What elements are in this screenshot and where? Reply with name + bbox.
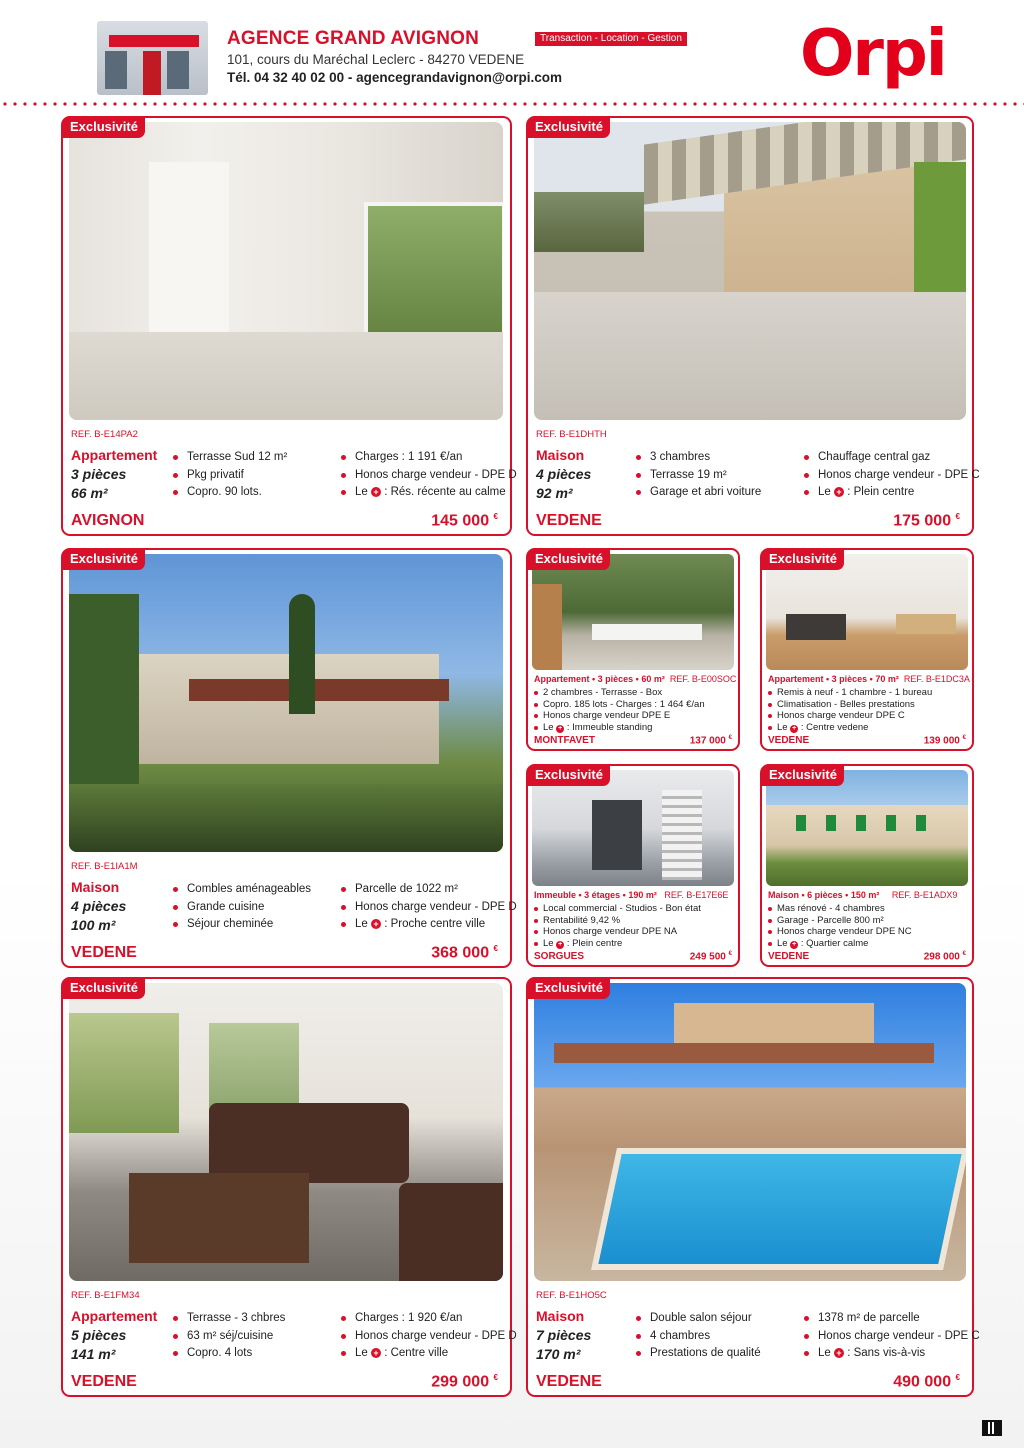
features-list	[804, 449, 980, 502]
feature-item: Charges : 1 920 €/an	[341, 1310, 517, 1328]
listing-photo-interior	[69, 122, 503, 420]
listing-photo-terrace	[534, 122, 966, 420]
plus-text: : Plein centre	[847, 486, 915, 498]
feature-item: 63 m² séj/cuisine	[173, 1328, 285, 1346]
surface-area: 92 m²	[536, 485, 573, 501]
dotted-divider	[0, 101, 1024, 107]
feature-item: Terrasse Sud 12 m²	[173, 449, 287, 467]
features-list	[534, 687, 705, 733]
room-count: 4 pièces	[536, 466, 592, 482]
listing-card-small[interactable]	[526, 764, 740, 967]
listing-card[interactable]	[526, 977, 980, 1397]
features-list	[636, 1310, 761, 1363]
listing-photo-building	[532, 770, 734, 886]
listing-ref: REF. B-E1HO5C	[536, 1290, 607, 1301]
surface-area: 141 m²	[71, 1346, 116, 1362]
agency-storefront-photo	[97, 21, 208, 95]
feature-item: Double salon séjour	[636, 1310, 761, 1328]
agency-contact: Tél. 04 32 40 02 00 - agencegrandavignon@orpi.com	[227, 70, 563, 85]
plus-text: : Rés. récente au calme	[384, 486, 506, 498]
listing-ref: REF. B-E00SOC	[669, 674, 737, 684]
agency-tagline: Transaction - Location - Gestion	[535, 32, 687, 46]
surface-area: 66 m²	[71, 485, 108, 501]
feature-item: Honos charge vendeur - DPE C	[804, 1328, 980, 1346]
listing-price: 139 000 €	[923, 735, 966, 747]
exclusive-badge: Exclusivité	[528, 977, 610, 999]
feature-item: Terrasse - 3 chbres	[173, 1310, 285, 1328]
exclusive-badge: Exclusivité	[762, 548, 844, 570]
listing-city: AVIGNON	[71, 512, 145, 529]
surface-area: 100 m²	[71, 917, 116, 933]
orpi-logo: Orpi	[800, 17, 946, 91]
features-list	[636, 449, 761, 502]
listing-city: VEDENE	[768, 735, 810, 746]
listing-ref: REF. B-E1IA1M	[71, 861, 138, 872]
listing-price: 175 000 €	[893, 512, 960, 530]
plus-icon: +	[371, 919, 381, 929]
property-type: Appartement	[71, 447, 158, 463]
plus-icon: +	[371, 1348, 381, 1358]
listing-photo-terrace	[532, 554, 734, 670]
feature-item: Copro. 185 lots - Charges : 1 464 €/an	[534, 699, 705, 711]
listing-city: VEDENE	[536, 512, 602, 529]
listing-card[interactable]	[61, 116, 517, 536]
feature-item: Local commercial - Studios - Bon état	[534, 903, 701, 915]
exclusive-badge: Exclusivité	[528, 548, 610, 570]
features-list	[173, 1310, 285, 1363]
feature-item: Remis à neuf - 1 chambre - 1 bureau	[768, 687, 932, 699]
feature-item: Chauffage central gaz	[804, 449, 980, 467]
listing-card[interactable]	[526, 116, 980, 536]
listing-price: 298 000 €	[923, 951, 966, 963]
feature-item	[341, 484, 517, 502]
listing-headline: Immeuble • 3 étages • 190 m² REF. B-E17E6E	[534, 890, 729, 900]
plus-text: : Sans vis-à-vis	[847, 1347, 926, 1359]
listing-ref: REF. B-E1ADX9	[891, 890, 958, 900]
features-list	[768, 687, 932, 733]
room-count: 4 pièces	[71, 898, 127, 914]
plus-label: Le	[355, 486, 368, 498]
listing-headline: Maison • 6 pièces • 150 m² REF. B-E1ADX9	[768, 890, 958, 900]
plus-icon: +	[834, 487, 844, 497]
features-list	[341, 1310, 517, 1363]
plus-label: Le	[355, 918, 368, 930]
plus-icon: +	[792, 724, 797, 732]
listing-ref: REF. B-E14PA2	[71, 429, 138, 440]
property-type: Maison	[536, 1308, 585, 1324]
feature-item: Climatisation - Belles prestations	[768, 699, 932, 711]
listing-city: VEDENE	[536, 1373, 602, 1390]
feature-item: Honos charge vendeur - DPE C	[804, 467, 980, 485]
feature-item: Le + : Quartier calme	[768, 938, 912, 950]
feature-item: Pkg privatif	[173, 467, 287, 485]
plus-text: : Proche centre ville	[384, 918, 486, 930]
feature-item: Terrasse 19 m²	[636, 467, 761, 485]
feature-item: Copro. 90 lots.	[173, 484, 287, 502]
room-count: 3 pièces	[71, 466, 127, 482]
property-type: Maison	[536, 447, 585, 463]
features-list	[173, 449, 287, 502]
listing-city: VEDENE	[768, 951, 810, 962]
feature-item: 3 chambres	[636, 449, 761, 467]
feature-item: Le + : Plein centre	[534, 938, 701, 950]
listing-card[interactable]	[61, 977, 517, 1397]
feature-item: Rentabilité 9,42 %	[534, 915, 701, 927]
exclusive-badge: Exclusivité	[528, 764, 610, 786]
listing-price: 490 000 €	[893, 1373, 960, 1391]
listing-card-small[interactable]	[526, 548, 740, 751]
feature-item: Copro. 4 lots	[173, 1345, 285, 1363]
listing-photo-mas	[766, 770, 968, 886]
feature-item: 1378 m² de parcelle	[804, 1310, 980, 1328]
property-type: Appartement	[71, 1308, 158, 1324]
features-list	[341, 881, 517, 934]
feature-item: Mas rénové - 4 chambres	[768, 903, 912, 915]
listing-headline: Appartement • 3 pièces • 70 m² REF. B-E1DC3A	[768, 674, 970, 684]
features-list	[534, 903, 701, 949]
feature-item	[804, 484, 980, 502]
plus-icon: +	[558, 724, 563, 732]
feature-item	[804, 1345, 980, 1363]
listing-price: 145 000 €	[431, 512, 498, 530]
surface-area: 170 m²	[536, 1346, 581, 1362]
feature-item: Honos charge vendeur - DPE D	[341, 467, 517, 485]
feature-item: Garage - Parcelle 800 m²	[768, 915, 912, 927]
listing-ref: REF. B-E1DHTH	[536, 429, 607, 440]
agency-address: 101, cours du Maréchal Leclerc - 84270 VEDENE	[227, 52, 525, 67]
room-count: 7 pièces	[536, 1327, 592, 1343]
plus-label: Le	[818, 1347, 831, 1359]
listing-headline: Appartement • 3 pièces • 60 m² REF. B-E00SOC	[534, 674, 737, 684]
feature-item: 4 chambres	[636, 1328, 761, 1346]
exclusive-badge: Exclusivité	[762, 764, 844, 786]
property-type: Maison	[71, 879, 120, 895]
feature-item	[341, 1345, 517, 1363]
listing-photo-interior	[766, 554, 968, 670]
listing-card-small[interactable]	[760, 764, 974, 967]
listing-price: 299 000 €	[431, 1373, 498, 1391]
listing-city: SORGUES	[534, 951, 585, 962]
feature-item: Séjour cheminée	[173, 916, 311, 934]
listing-photo-pool	[534, 983, 966, 1281]
plus-label: Le	[355, 1347, 368, 1359]
features-list	[768, 903, 912, 949]
feature-item: Honos charge vendeur DPE C	[768, 710, 932, 722]
feature-item: Le + : Centre vedene	[768, 722, 932, 734]
listing-price: 368 000 €	[431, 944, 498, 962]
exclusive-badge: Exclusivité	[528, 116, 610, 138]
plus-icon: +	[792, 940, 797, 948]
feature-item: Combles aménageables	[173, 881, 311, 899]
feature-item: Honos charge vendeur DPE E	[534, 710, 705, 722]
feature-item: Parcelle de 1022 m²	[341, 881, 517, 899]
listing-price: 249 500 €	[689, 951, 732, 963]
features-list	[173, 881, 311, 934]
feature-item: 2 chambres - Terrasse - Box	[534, 687, 705, 699]
room-count: 5 pièces	[71, 1327, 127, 1343]
listing-city: VEDENE	[71, 1373, 137, 1390]
feature-item: Le + : Immeuble standing	[534, 722, 705, 734]
plus-icon: +	[558, 940, 563, 948]
listing-photo-living-room	[69, 983, 503, 1281]
feature-item: Grande cuisine	[173, 899, 311, 917]
listing-price: 137 000 €	[689, 735, 732, 747]
features-list	[804, 1310, 980, 1363]
feature-item: Honos charge vendeur DPE NC	[768, 926, 912, 938]
plus-icon: +	[371, 487, 381, 497]
listing-city: MONTFAVET	[534, 735, 595, 746]
exclusive-badge: Exclusivité	[63, 977, 145, 999]
exclusive-badge: Exclusivité	[63, 116, 145, 138]
feature-item: Honos charge vendeur - DPE D	[341, 899, 517, 917]
feature-item: Prestations de qualité	[636, 1345, 761, 1363]
features-list	[341, 449, 517, 502]
feature-item	[341, 916, 517, 934]
feature-item: Charges : 1 191 €/an	[341, 449, 517, 467]
page-number-marker	[982, 1420, 1002, 1436]
listing-city: VEDENE	[71, 944, 137, 961]
plus-icon: +	[834, 1348, 844, 1358]
listing-ref: REF. B-E1DC3A	[903, 674, 970, 684]
plus-text: : Centre ville	[384, 1347, 449, 1359]
listing-ref: REF. B-E1FM34	[71, 1290, 140, 1301]
feature-item: Honos charge vendeur - DPE D	[341, 1328, 517, 1346]
listing-ref: REF. B-E17E6E	[664, 890, 729, 900]
feature-item: Honos charge vendeur DPE NA	[534, 926, 701, 938]
feature-item: Garage et abri voiture	[636, 484, 761, 502]
plus-label: Le	[818, 486, 831, 498]
exclusive-badge: Exclusivité	[63, 548, 145, 570]
listing-photo-house	[69, 554, 503, 852]
agency-name: AGENCE GRAND AVIGNON	[227, 28, 480, 49]
listing-card-small[interactable]	[760, 548, 974, 751]
listing-card[interactable]	[61, 548, 517, 968]
